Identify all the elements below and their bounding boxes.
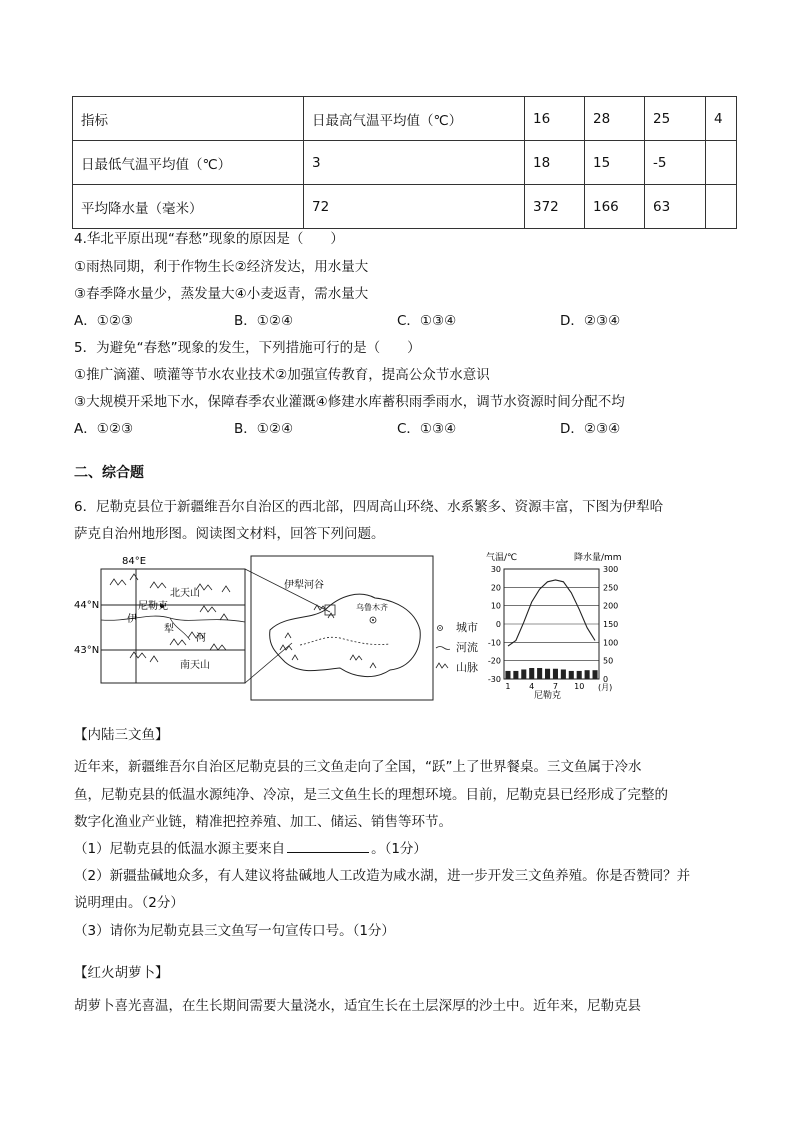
q5-statement-line: ③大规模开采地下水，保障春季农业灌溉④修建水库蓄积雨季雨水，调节水资源时间分配不均 [74, 394, 625, 410]
temperature-tick-label: -20 [487, 656, 501, 666]
q4-option-c: C．①③④ [397, 313, 457, 329]
q4-statement-line: ③春季降水量少，蒸发量大④小麦返青，需水量大 [74, 286, 369, 302]
river-line [300, 637, 390, 645]
table-cell: 15 [585, 141, 645, 185]
table-cell: 372 [525, 185, 585, 229]
precipitation-tick-label: 50 [603, 656, 614, 666]
table-cell: 日最低气温平均值（℃） [73, 141, 304, 185]
map-label-nileke: 尼勒克 [138, 601, 168, 612]
precipitation-bar [521, 669, 526, 679]
temperature-axis-title: 气温/℃ [486, 553, 518, 563]
table-cell: 63 [645, 185, 706, 229]
table-cell: 3 [304, 141, 525, 185]
temperature-tick-label: 30 [490, 565, 501, 574]
q5-option-b: B．①②④ [234, 421, 294, 437]
table-cell: 4 [706, 97, 737, 141]
precipitation-bar [513, 671, 518, 679]
latitude-label: 44°N [74, 600, 100, 611]
temperature-tick-label: -30 [487, 675, 501, 684]
q4-option-d: D．②③④ [560, 313, 621, 329]
precipitation-tick-label: 100 [603, 638, 619, 648]
q6-stem-line: 6．尼勒克县位于新疆维吾尔自治区的西北部，四周高山环绕、水系繁多、资源丰富，下图为伊犁哈 [74, 499, 664, 515]
precipitation-bar [585, 670, 590, 679]
precipitation-axis-title: 降水量/mm [574, 553, 622, 563]
fish-paragraph-line: 数字化渔业产业链，精准把控养殖、加工、储运、销售等环节。 [74, 814, 452, 830]
table-cell: 166 [585, 185, 645, 229]
q4-stem: 4.华北平原出现“春愁”现象的原因是（ ） [74, 231, 344, 247]
precipitation-tick-label: 200 [603, 601, 619, 611]
temperature-tick-label: -10 [487, 638, 501, 648]
longitude-label: 84°E [122, 556, 147, 567]
temperature-tick-label: 20 [490, 583, 501, 593]
fish-q2-line: 说明理由。（2分） [74, 895, 184, 911]
precipitation-tick-label: 300 [603, 565, 619, 574]
table-cell: 28 [585, 97, 645, 141]
table-row [73, 185, 737, 229]
table-cell: 平均降水量（毫米） [73, 185, 304, 229]
table-cell: 指标 [73, 97, 304, 141]
fish-q2-line: （2）新疆盐碱地众多，有人建议将盐碱地人工改造为咸水湖，进一步开发三文鱼养殖。你是否赞同？并 [74, 868, 691, 884]
x-axis-unit: (月) [598, 683, 613, 692]
precipitation-tick-label: 150 [603, 620, 619, 629]
month-tick-label: 7 [552, 682, 559, 691]
station-label: 尼勒克 [534, 691, 562, 700]
table-cell [706, 185, 737, 229]
temperature-curve [508, 580, 595, 646]
fish-paragraph-line: 近年来，新疆维吾尔自治区尼勒克县的三文鱼走向了全国，“跃”上了世界餐桌。三文鱼属于冷水 [74, 759, 642, 775]
map-label-li: 犁 [164, 624, 174, 635]
fish-q1-text: （1）尼勒克县的低温水源主要来自 [74, 841, 286, 857]
river-line [101, 616, 245, 622]
fish-q3: （3）请你为尼勒克县三文鱼写一句宣传口号。（1分） [74, 923, 395, 939]
precipitation-bar [545, 669, 550, 679]
legend-city-icon [439, 627, 441, 629]
legend-river-label: 河流 [456, 641, 478, 654]
section-title: 二、综合题 [74, 465, 144, 481]
table-cell: 16 [525, 97, 585, 141]
terrain-map [70, 550, 450, 705]
map-label-north-tianshan: 北天山 [170, 588, 200, 599]
q5-stem: 5．为避免“春愁”现象的发生，下列措施可行的是（ ） [74, 340, 421, 356]
q5-statement-line: ①推广滴灌、喷灌等节水农业技术②加强宣传教育，提高公众节水意识 [74, 367, 490, 383]
q4-option-a: A．①②③ [74, 313, 134, 329]
map-label-he: 河 [196, 633, 206, 644]
q5-option-d: D．②③④ [560, 421, 621, 437]
carrot-section-title: 【红火胡萝卜】 [74, 965, 169, 981]
q4-option-b: B．①②④ [234, 313, 294, 329]
precipitation-bar [569, 671, 574, 679]
month-tick-label: 10 [574, 682, 585, 691]
q4-statement-line: ①雨热同期，利于作物生长②经济发达，用水量大 [74, 259, 369, 275]
table-row [73, 97, 737, 141]
latitude-label: 43°N [74, 645, 100, 656]
precipitation-bar [577, 671, 582, 679]
legend-mountain-label: 山脉 [456, 661, 478, 674]
main-map-frame [251, 556, 433, 700]
month-tick-label: 1 [505, 682, 511, 691]
yili-boundary [270, 594, 421, 676]
q5-option-a: A．①②③ [74, 421, 134, 437]
fish-section-title: 【内陆三文鱼】 [74, 727, 169, 743]
fish-q1 [74, 840, 427, 858]
temperature-tick-label: 10 [490, 601, 501, 611]
precipitation-bar [561, 669, 566, 679]
map-label-yi: 伊 [127, 614, 137, 625]
map-label-urumqi: 乌鲁木齐 [356, 603, 388, 612]
map-label-south-tianshan: 南天山 [180, 660, 210, 671]
month-tick-label: 4 [529, 682, 535, 691]
legend-mountain-icon [436, 663, 448, 668]
answer-blank[interactable] [287, 840, 369, 853]
q5-option-c: C．①③④ [397, 421, 457, 437]
table-cell: 日最高气温平均值（℃） [304, 97, 525, 141]
precipitation-bar [593, 670, 598, 679]
table-cell: -5 [645, 141, 706, 185]
legend-river-icon [436, 647, 450, 650]
precipitation-tick-label: 250 [603, 583, 619, 593]
table-cell: 25 [645, 97, 706, 141]
mountain-icon [280, 605, 376, 668]
climate-chart [478, 550, 638, 700]
table-cell: 72 [304, 185, 525, 229]
city-icon [372, 619, 374, 621]
precipitation-bar [553, 669, 558, 679]
q6-stem-line: 萨克自治州地形图。阅读图文材料，回答下列问题。 [74, 526, 385, 542]
precipitation-bar [537, 668, 542, 679]
legend-city-label: 城市 [456, 621, 478, 634]
table-row [73, 141, 737, 185]
precipitation-bar [505, 671, 510, 679]
map-label-yili-valley: 伊犁河谷 [284, 580, 324, 591]
carrot-paragraph-line: 胡萝卜喜光喜温，在生长期间需要大量浇水，适宜生长在土层深厚的沙土中。近年来，尼勒克县 [74, 998, 641, 1014]
temperature-tick-label: 0 [495, 620, 501, 629]
fish-q1-score: 。（1分） [371, 841, 427, 857]
table-cell [706, 141, 737, 185]
precipitation-tick-label: 0 [603, 675, 609, 684]
table-cell: 18 [525, 141, 585, 185]
fish-paragraph-line: 鱼，尼勒克县的低温水源纯净、冷凉，是三文鱼生长的理想环境。目前，尼勒克县已经形成了完整的 [74, 787, 668, 803]
temperature-table [72, 96, 737, 229]
precipitation-bar [529, 668, 534, 679]
